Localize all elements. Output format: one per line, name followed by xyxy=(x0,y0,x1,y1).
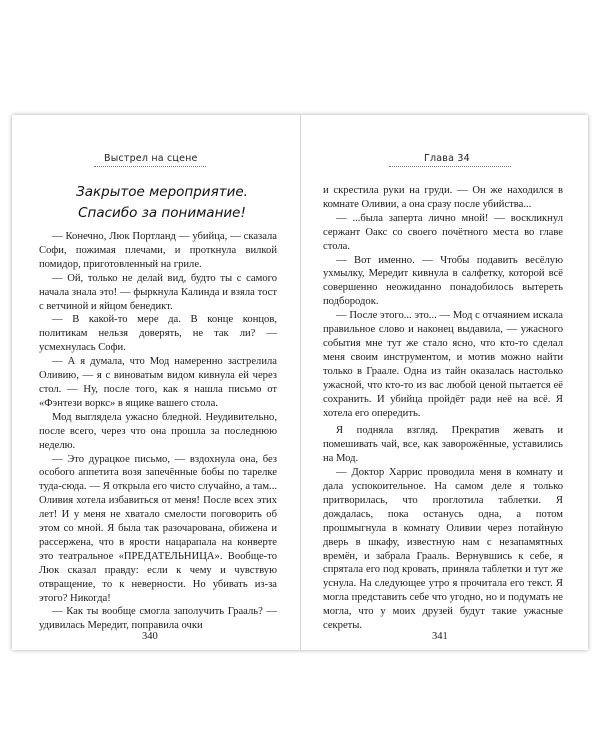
page-number-right: 341 xyxy=(432,631,448,642)
paragraph: — Доктор Харрис проводила меня в комнату и дала успокоительное. На самом деле я только притворилась, что проглотила таблетки. Я дождалась, пока останусь одна, а потом прошмыгнула в комнату Оливии через потайную дверь в шкафу, известную нам с незапамятных времён, и забрала Грааль. Вернувшись к себе, я спрятала его под кровать, приняла таблетки и тут же уснула. На следующее утро я прочитала его текст. Я могла представить себе что угодно, но и подумать не могла, что у моих друзей будут такие ужасные секреты. xyxy=(323,467,563,632)
heading-line-1: Закрытое мероприятие. xyxy=(76,184,248,200)
paragraph: и скрестила руки на груди. — Он же находился в комнате Оливии, а она сразу после убийства... xyxy=(323,185,563,210)
paragraph: Мод выглядела ужасно бледной. Неудивительно, после всего, через что она прошла за последнюю неделю. xyxy=(39,411,277,451)
paragraph: Я подняла взгляд. Прекратив жевать и помешивать чай, все, как заворожённые, уставились на Мод. xyxy=(323,425,563,465)
paragraph: — А я думала, что Мод намеренно застрелила Оливию, — я с виноватым видом кивнула ей через стол. — Ну, после того, как я нашла письмо от «Фэнтези воркс» в ящике вашего стола. xyxy=(39,356,277,409)
running-head-left: Выстрел на сцене xyxy=(104,153,198,164)
left-page xyxy=(12,115,300,650)
running-head-right: Глава 34 xyxy=(424,153,470,164)
heading-line-2: Спасибо за понимание! xyxy=(78,205,246,221)
paragraph: — После этого... это... — Мод с отчаянием искала правильное слово и наконец выдавила, — ужасного события мне тут же стало ясно, что кто-то сделал меня своим инструментом, и мотив можно найти только в Граале. Одна из тайн оказалась настолько ужасной, что кто-то из вас любой ценой пытается её сохранить. И убийца пройдёт ради неё на всё. Я хотела его опередить. xyxy=(323,310,563,419)
book-spread xyxy=(12,115,588,650)
paragraph: — В какой-то мере да. В конце концов, политикам нельзя доверять, не так ли? — усмехнулась Софи. xyxy=(39,314,277,354)
body-text-right xyxy=(323,184,563,633)
dotted-rule-left xyxy=(94,166,206,168)
paragraph: — ...была заперта лично мной! — воскликнул сержант Оакс со своего почётного места во главе стола. xyxy=(323,212,563,252)
right-page xyxy=(301,115,588,650)
paragraph: — Конечно, Люк Портланд — убийца, — сказала Софи, пожимая плечами, и проткнула вилкой помидор, приготовленный на гриле. xyxy=(39,231,277,270)
paragraph: — Вот именно. — Чтобы подавить весёлую ухмылку, Мередит кивнула в салфетку, которой всё совершенно неожиданно понадобилось вытереть подбородок. xyxy=(323,254,563,308)
section-heading xyxy=(52,182,272,224)
dotted-rule-right xyxy=(389,166,511,168)
paragraph: — Как ты вообще смогла заполучить Грааль? — удивилась Мередит, поправила очки xyxy=(39,606,277,632)
page-number-left: 340 xyxy=(142,631,158,642)
paragraph: — Ой, только не делай вид, будто ты с самого начала знала это! — фыркнула Калинда и взяла тост с ветчиной и яйцом бенедикт. xyxy=(39,272,277,312)
paragraph: — Это дурацкое письмо, — вздохнула она, без особого аппетита возя запечённые бобы по тарелке туда-сюда. — Я открыла его чисто случайно, а там... Оливия хотела избавиться от меня! После всех этих лет! И у меня не хватало смелости поговорить об этом со мной. Я была так разочарована, обижена и рассержена, что в ярости нацарапала на конверте это театральное «ПРЕДАТЕЛЬНИЦА». Вообще-то Люк сказал правду: если к чему и чувствую отвращение, то к неверности. Но убивать из-за этого? Никогда! xyxy=(39,453,277,604)
body-text-left xyxy=(39,230,277,633)
